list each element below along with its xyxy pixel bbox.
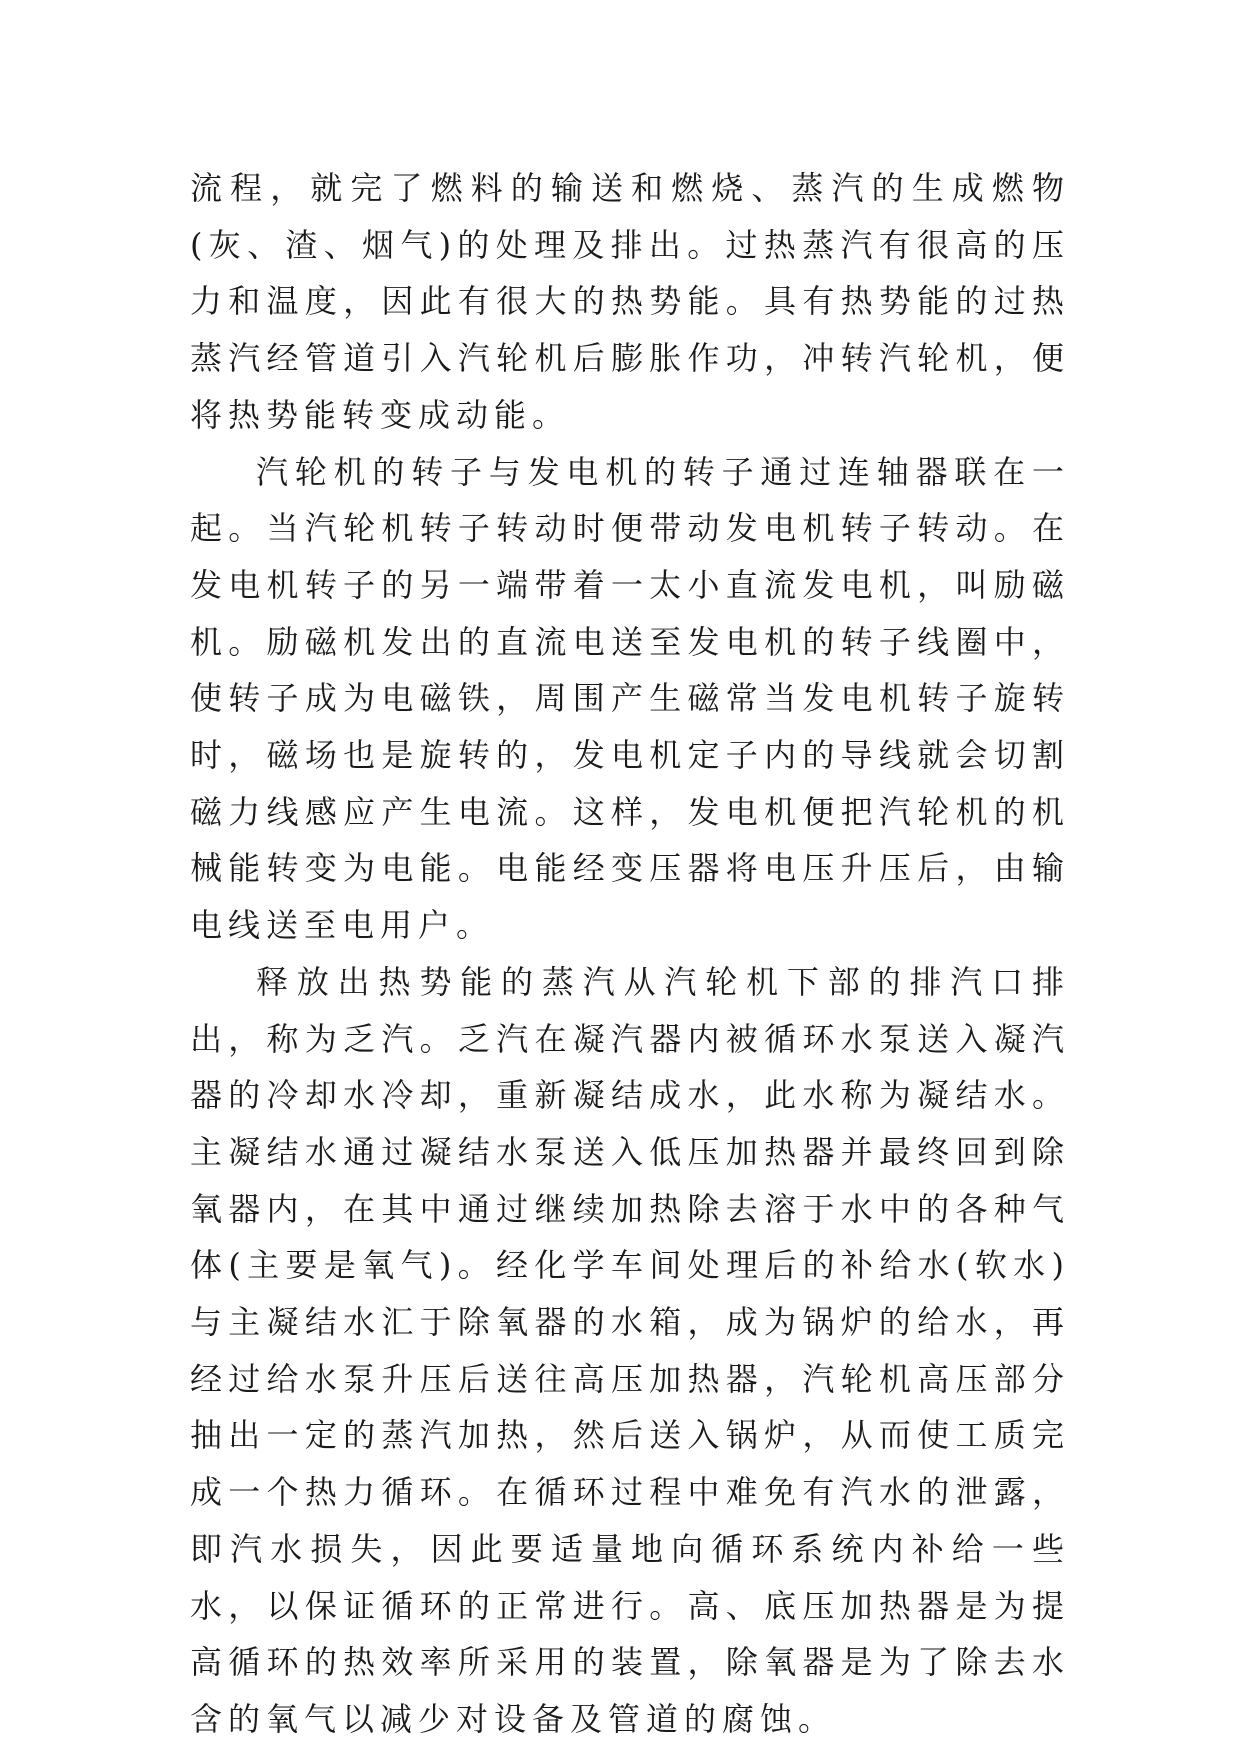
body-text [190, 160, 1070, 1748]
paragraph-2: 汽轮机的转子与发电机的转子通过连轴器联在一起。当汽轮机转子转动时便带动发电机转子转动。在发电机转子的另一端带着一太小直流发电机，叫励磁机。励磁机发出的直流电送至发电机的转子线圈中，使转子成为电磁铁，周围产生磁常当发电机转子旋转时，磁场也是旋转的，发电机定子内的导线就会切割磁力线感应产生电流。这样，发电机便把汽轮机的机械能转变为电能。电能经变压器将电压升压后，由输电线送至电用户。 [190, 452, 1070, 945]
paragraph-1: 流程，就完了燃料的输送和燃烧、蒸汽的生成燃物(灰、渣、烟气)的处理及排出。过热蒸汽有很高的压力和温度，因此有很大的热势能。具有热势能的过热蒸汽经管道引入汽轮机后膨胀作功，冲转汽轮机，便将热势能转变成动能。 [190, 169, 1070, 434]
paragraph-3: 释放出热势能的蒸汽从汽轮机下部的排汽口排出，称为乏汽。乏汽在凝汽器内被循环水泵送入凝汽器的冷却水冷却，重新凝结成水，此水称为凝结水。主凝结水通过凝结水泵送入低压加热器并最终回到除氧器内，在其中通过继续加热除去溶于水中的各种气体(主要是氧气)。经化学车间处理后的补给水(软水)与主凝结水汇于除氧器的水箱，成为锅炉的给水，再经过给水泵升压后送往高压加热器，汽轮机高压部分抽出一定的蒸汽加热，然后送入锅炉，从而使工质完成一个热力循环。在循环过程中难免有汽水的泄露，即汽水损失，因此要适量地向循环系统内补给一些水，以保证循环的正常进行。高、底压加热器是为提高循环的热效率所采用的装置，除氧器是为了除去水含的氧气以减少对设备及管道的腐蚀。 [190, 962, 1070, 1738]
